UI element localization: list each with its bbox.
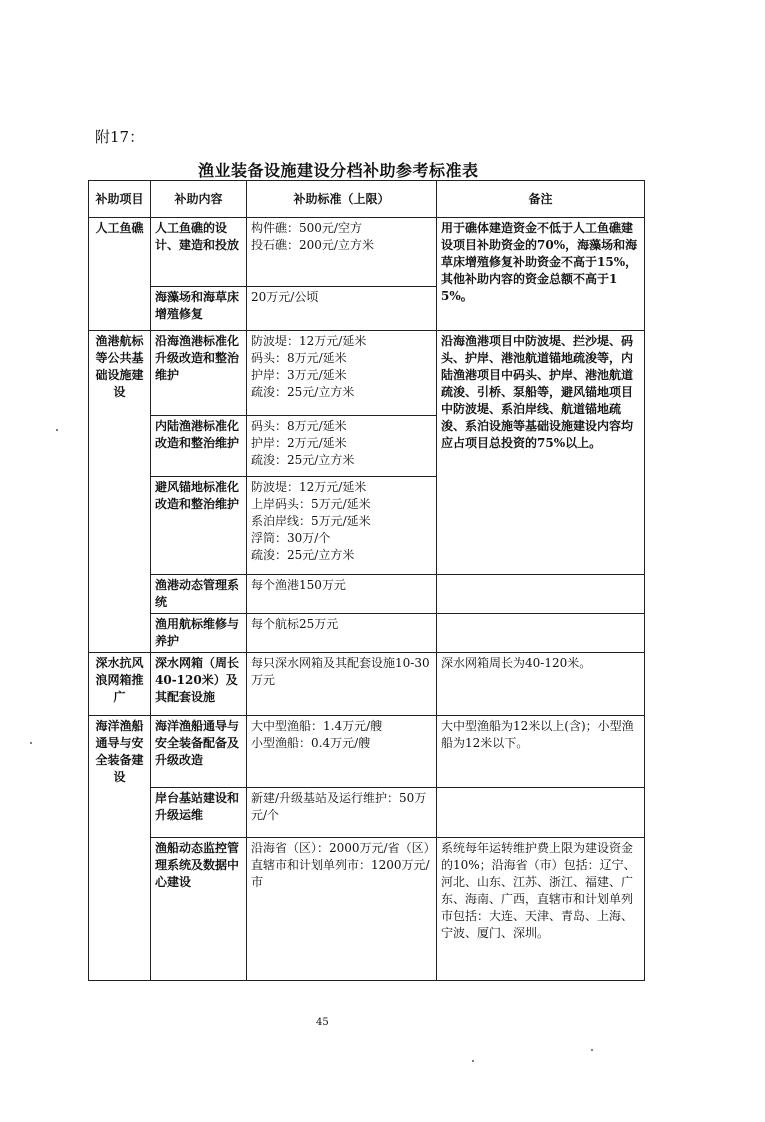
table-row [89,331,645,416]
content-cell: 深水网箱（周长40-120米）及其配套设施 [151,653,247,716]
content-cell: 渔船动态监控管理系统及数据中心建设 [151,838,247,981]
table-row [89,788,645,838]
scan-speck [472,1060,474,1062]
category-cell: 海洋渔船通导与安全装备建设 [89,716,151,981]
table-row [89,218,645,287]
standard-line: 每个渔港150万元 [251,578,346,592]
note-cell: 系统每年运转维护费上限为建设资金的10%；沿海省（市）包括：辽宁、河北、山东、江苏、浙江、福建、广东、海南、广西，直辖市和计划单列市包括：大连、天津、青岛、上海、宁波、厦门、深圳。 [437,838,645,981]
content-cell: 海洋渔船通导与安全装备配备及升级改造 [151,716,247,788]
standard-line: 疏浚：25元/立方米 [251,548,355,562]
standard-line: 小型渔船：0.4万元/艘 [251,736,371,750]
scan-speck [56,429,58,431]
standard-line: 每只深水网箱及其配套设施10-30万元 [251,656,430,687]
standard-cell [247,788,437,838]
standard-cell [247,653,437,716]
category-cell: 深水抗风浪网箱推广 [89,653,151,716]
standard-line: 浮筒：30万/个 [251,531,331,545]
standard-line: 构件礁：500元/空方 [251,221,362,235]
table-title: 渔业装备设施建设分档补助参考标准表 [198,161,479,180]
standard-line: 护岸：2万元/延米 [251,436,347,450]
standard-line: 大中型渔船：1.4万元/艘 [251,719,383,733]
standard-line: 投石礁：200元/立方米 [251,238,374,252]
standard-cell [247,575,437,614]
standard-line: 系泊岸线：5万元/延米 [251,514,371,528]
content-cell: 海藻场和海草床增殖修复 [151,287,247,331]
standard-cell [247,614,437,653]
content-cell: 避风锚地标准化改造和整治维护 [151,477,247,575]
content-cell: 人工鱼礁的设计、建造和投放 [151,218,247,287]
table-row [89,716,645,788]
standard-line: 上岸码头：5万元/延米 [251,497,371,511]
scan-speck [30,742,32,744]
standard-cell [247,477,437,575]
table-row [89,838,645,981]
standard-line: 沿海省（区）：2000万元/省（区） [251,841,436,855]
note-cell [437,575,645,614]
note-cell: 大中型渔船为12米以上(含)；小型渔船为12米以下。 [437,716,645,788]
standard-cell [247,287,437,331]
category-cell: 人工鱼礁 [89,218,151,331]
standard-cell [247,838,437,981]
content-cell: 沿海渔港标准化升级改造和整治维护 [151,331,247,416]
standard-cell [247,218,437,287]
header-note: 备注 [437,181,645,218]
table-row [89,614,645,653]
attachment-label: 附17： [95,128,145,146]
note-cell: 用于礁体建造资金不低于人工鱼礁建设项目补助资金的70%，海藻场和海草床增殖修复补助资金不高于15%，其他补助内容的资金总额不高于15%。 [437,218,645,331]
note-cell: 深水网箱周长为40-120米。 [437,653,645,716]
header-standard: 补助标准（上限） [247,181,437,218]
note-cell: 沿海渔港项目中防波堤、拦沙堤、码头、护岸、港池航道锚地疏浚等，内陆渔港项目中码头、护岸、港池航道疏浚、引桥、泵船等，避风锚地项目中防波堤、系泊岸线、航道锚地疏浚、系泊设施等基础设施建设内容均应占项目总投资的75%以上。 [437,331,645,575]
content-cell: 内陆渔港标准化改造和整治维护 [151,416,247,477]
standard-line: 每个航标25万元 [251,617,339,631]
scan-speck [591,1049,593,1051]
table-row [89,653,645,716]
category-cell: 渔港航标等公共基础设施建设 [89,331,151,653]
standard-line: 护岸：3万元/延米 [251,368,347,382]
standard-line: 直辖市和计划单列市：1200万元/市 [251,858,430,889]
standard-line: 码头：8万元/延米 [251,419,347,433]
content-cell: 渔港动态管理系统 [151,575,247,614]
note-cell [437,788,645,838]
subsidy-table [88,180,645,981]
standard-line: 20万元/公顷 [251,290,319,304]
standard-line: 疏浚：25元/立方米 [251,385,355,399]
table-header-row [89,181,645,218]
standard-line: 防波堤：12万元/延米 [251,334,367,348]
header-content: 补助内容 [151,181,247,218]
standard-line: 码头：8万元/延米 [251,351,347,365]
standard-cell [247,331,437,416]
standard-line: 新建/升级基站及运行维护：50万元/个 [251,791,427,822]
standard-line: 防波堤：12万元/延米 [251,480,367,494]
table-row [89,575,645,614]
content-cell: 岸台基站建设和升级运维 [151,788,247,838]
content-cell: 渔用航标维修与养护 [151,614,247,653]
note-cell [437,614,645,653]
standard-cell [247,416,437,477]
standard-cell [247,716,437,788]
standard-line: 疏浚：25元/立方米 [251,453,355,467]
page-number: 45 [316,1017,329,1028]
header-item: 补助项目 [89,181,151,218]
